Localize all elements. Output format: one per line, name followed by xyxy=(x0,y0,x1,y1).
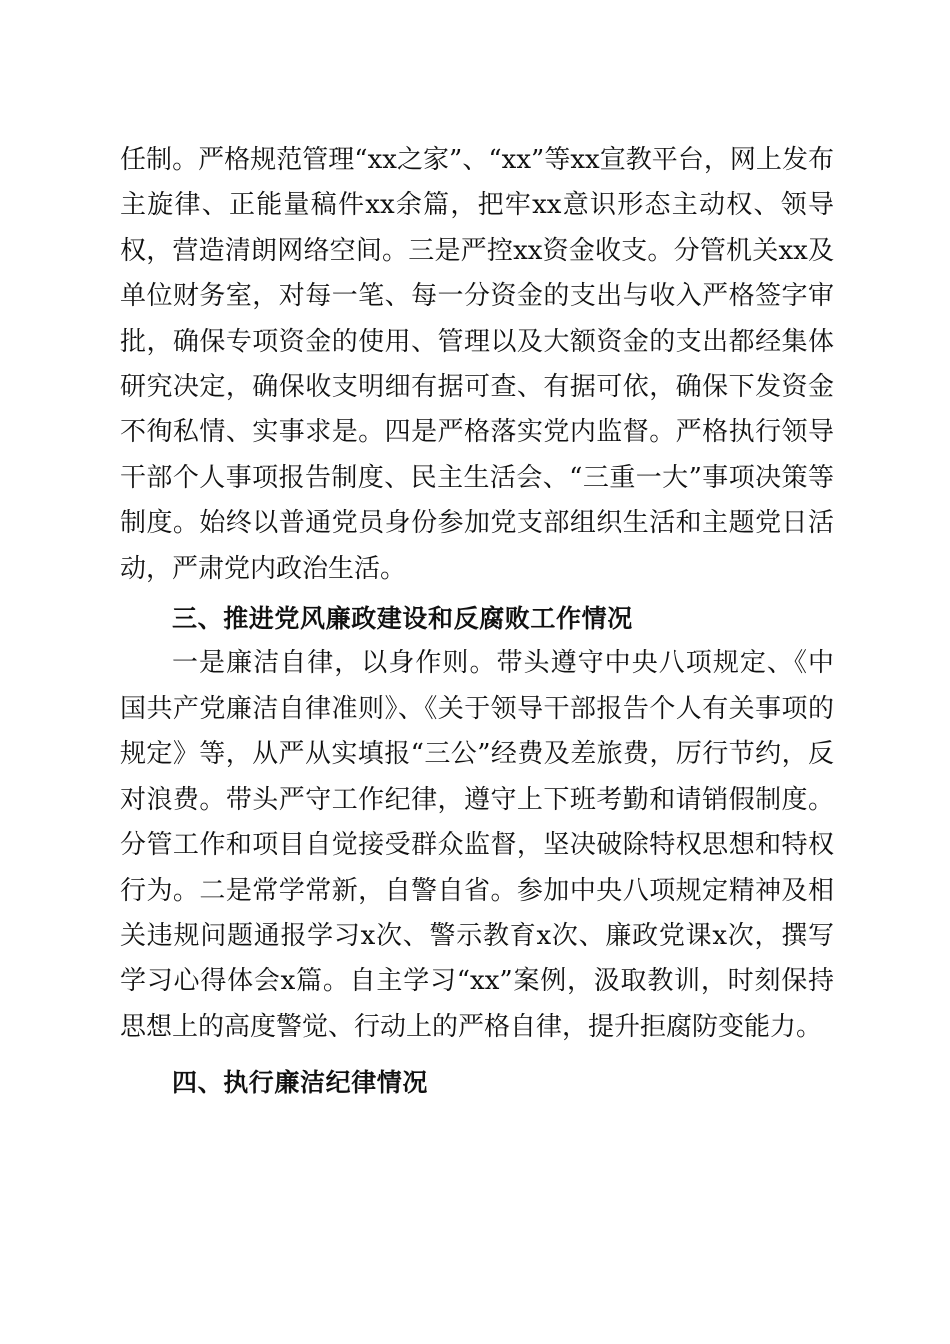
section-heading-3: 三、推进党风廉政建设和反腐败工作情况 xyxy=(172,604,633,634)
section-heading-4: 四、执行廉洁纪律情况 xyxy=(172,1068,429,1098)
section-3-paragraph: 一是廉洁自律，以身作则。带头遵守中央八项规定、《中国共产党廉洁自律准则》、《关于领导干部报告个人有关事项的规定》等，从严从实填报“三公”经费及差旅费，厉行节约，反对浪费。带头严守工作纪律，遵守上下班考勤和请销假制度。分管工作和项目自觉接受群众监督，坚决破除特权思想和特权行为。二是常学常新，自警自省。参加中央八项规定精神及相关违规问题通报学习x次、警示教育x次、廉政党课x次，撰写学习心得体会x篇。自主学习“xx”案例，汲取教训，时刻保持思想上的高度警觉、行动上的严格自律，提升拒腐防变能力。 xyxy=(120,648,834,1042)
document-body xyxy=(120,138,834,1106)
continued-paragraph: 任制。严格规范管理“xx之家”、“xx”等xx宣教平台，网上发布主旋律、正能量稿件xx余篇，把牢xx意识形态主动权、领导权，营造清朗网络空间。三是严控xx资金收支。分管机关xx及单位财务室，对每一笔、每一分资金的支出与收入严格签字审批，确保专项资金的使用、管理以及大额资金的支出都经集体研究决定，确保收支明细有据可查、有据可依，确保下发资金不徇私情、实事求是。四是严格落实党内监督。严格执行领导干部个人事项报告制度、民主生活会、“三重一大”事项决策等制度。始终以普通党员身份参加党支部组织生活和主题党日活动，严肃党内政治生活。 xyxy=(120,145,834,584)
spacer xyxy=(120,1050,834,1060)
